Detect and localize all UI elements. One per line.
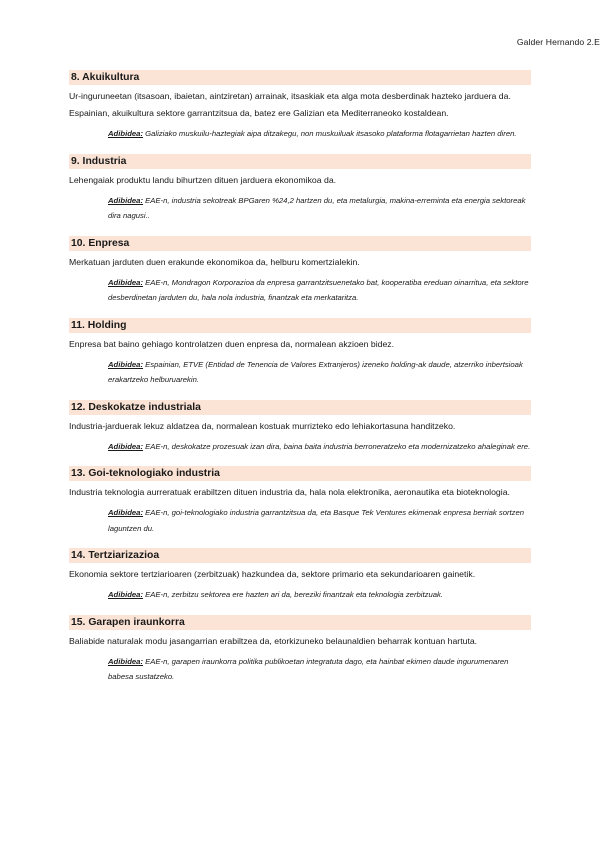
example-text: EAE-n, zerbitzu sektorea ere hazten ari da, bereziki finantzak eta teknologia zerbitzuak. — [145, 590, 444, 599]
example-label: Adibidea: — [108, 590, 144, 599]
example-label: Adibidea: — [108, 359, 144, 369]
example-text: Galiziako muskuilu-haztegiak aipa ditzakegu, non muskuiluak itsasoko plataforma flotagarrietan hazten diren. — [145, 129, 517, 138]
example-text: EAE-n, industria sekotreak BPGaren %24,2 hartzen du, eta metalurgia, makina-erreminta eta energia sektoreak dira nagusi.. — [108, 195, 526, 220]
section-title: 13. Goi-teknologiako industria — [69, 466, 531, 481]
section-goi-teknologiako-industria — [69, 466, 531, 536]
section-title: 14. Tertziarizazioa — [69, 548, 531, 563]
example-label: Adibidea: — [108, 441, 144, 451]
example-label: Adibidea: — [108, 277, 144, 287]
example-label: Adibidea: — [108, 508, 144, 517]
section-example — [108, 126, 531, 142]
section-deskokatze-industriala — [69, 400, 531, 455]
example-label: Adibidea: — [108, 195, 144, 205]
section-holding — [69, 318, 531, 388]
section-akuikultura — [69, 70, 531, 142]
page-header-author: Galder Hernando 2.E — [516, 37, 600, 47]
example-text: Espainian, ETVE (Entidad de Tenencia de Valores Extranjeros) izeneko holding-ak daude, atzerriko inbertsioak erakartzeko helburuarekin. — [108, 359, 523, 384]
section-definition: Lehengaiak produktu landu bihurtzen dituen jarduera ekonomikoa da. — [69, 174, 337, 185]
example-text: EAE-n, goi-teknologiako industria garrantzitsua da, eta Basque Tek Ventures ekimenak enpresa berriak sortzen laguntzen du. — [108, 508, 525, 533]
section-tertziarizazioa — [69, 548, 531, 603]
section-garapen-iraunkorra — [69, 615, 531, 685]
section-definition: Enpresa bat baino gehiago kontrolatzen duen enpresa da, normalean akzioen bidez. — [69, 338, 395, 349]
section-definition: Industria teknologia aurreratuak erabiltzen dituen industria da, hala nola elektronika, aeronautika eta bioteknologia. — [69, 487, 510, 497]
section-title: 12. Deskokatze industriala — [69, 400, 531, 415]
document-body — [69, 70, 531, 697]
example-label: Adibidea: — [108, 656, 144, 666]
section-example — [108, 505, 531, 536]
section-industria — [69, 154, 531, 224]
example-text: EAE-n, garapen iraunkorra politika publikoetan integratuta dago, eta hainbat ekimen daude ingurumenaren babesa sustatzeko. — [108, 656, 509, 681]
example-text: EAE-n, deskokatze prozesuak izan dira, baina baita industria berroneratzeko eta modernizatzeko ahaleginak ere. — [145, 441, 531, 451]
example-label: Adibidea: — [108, 129, 144, 138]
section-example — [108, 193, 531, 224]
section-example — [108, 587, 531, 603]
section-example — [108, 654, 531, 685]
example-text: EAE-n, Mondragon Korporazioa da enpresa garrantzitsuenetako bat, kooperatiba ereduan oinarritua, eta sektore desberdinetan jarduten du, hala nola industria, finantzak eta merkataritza. — [108, 277, 529, 302]
section-definition: Baliabide naturalak modu jasangarrian erabiltzea da, etorkizuneko belaunaldien beharrak kontuan hartuta. — [69, 635, 478, 646]
section-title: 15. Garapen iraunkorra — [69, 615, 531, 630]
section-title: 10. Enpresa — [69, 236, 531, 251]
section-title: 11. Holding — [69, 318, 531, 333]
section-example — [108, 357, 531, 388]
section-definition: Ur-inguruneetan (itsasoan, ibaietan, aintziretan) arrainak, itsaskiak eta alga mota desberdinak hazteko jarduera da. Espainian, akuikultura sektore garrantzitsua da, batez ere Galizian eta Mediterraneoko kostaldean. — [69, 91, 511, 118]
section-example — [108, 275, 531, 306]
section-definition: Ekonomia sektore tertziarioaren (zerbitzuak) hazkundea da, sektore primario eta sekundarioaren gainetik. — [69, 569, 476, 579]
section-definition: Industria-jarduerak lekuz aldatzea da, normalean kostuak murrizteko edo lehiakortasuna handitzeko. — [69, 420, 456, 431]
section-enpresa — [69, 236, 531, 306]
section-title: 9. Industria — [69, 154, 531, 169]
section-example — [108, 439, 531, 455]
section-definition: Merkatuan jarduten duen erakunde ekonomikoa da, helburu komertzialekin. — [69, 256, 360, 267]
section-title: 8. Akuikultura — [69, 70, 531, 85]
